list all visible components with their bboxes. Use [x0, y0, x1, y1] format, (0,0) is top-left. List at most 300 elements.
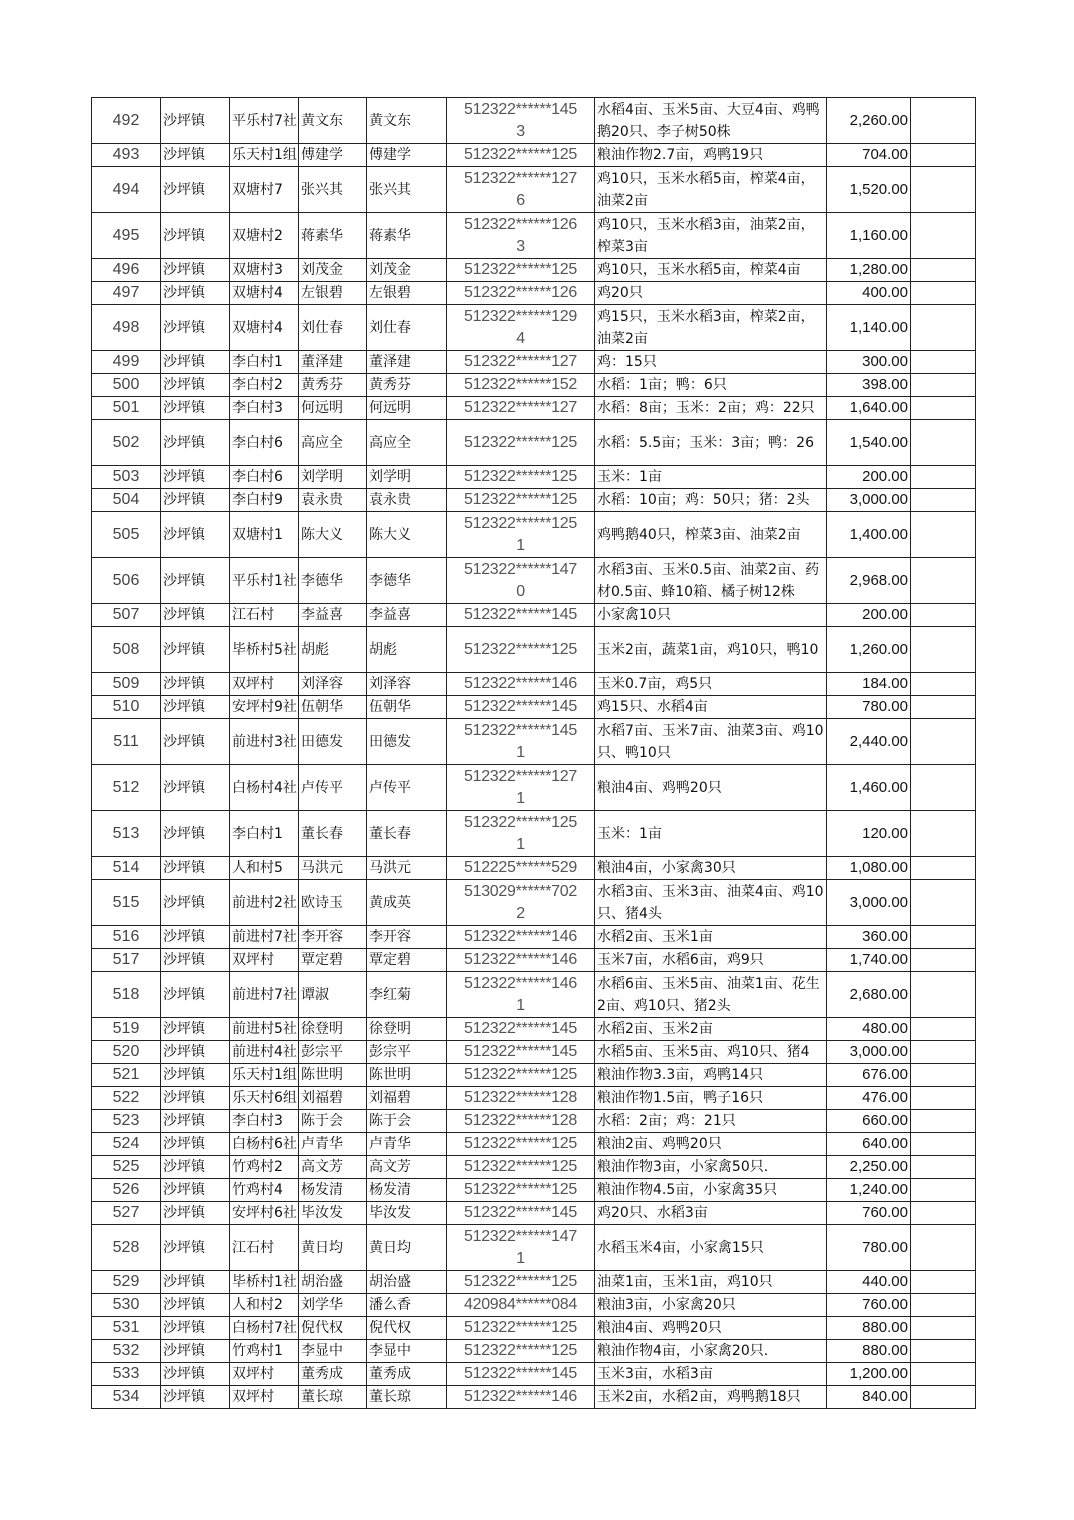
note-cell [911, 696, 976, 719]
payee-cell: 李显中 [367, 1340, 447, 1363]
table-row [92, 811, 976, 857]
description-cell: 粮油作物2.7亩，鸡鸭19只 [595, 144, 827, 167]
name-cell: 覃定碧 [299, 949, 367, 972]
amount-cell: 660.00 [827, 1110, 911, 1133]
description-cell: 鸡20只、水稻3亩 [595, 1202, 827, 1225]
row-number: 528 [92, 1225, 161, 1271]
town-cell: 沙坪镇 [161, 1363, 230, 1386]
payee-cell: 蒋素华 [367, 213, 447, 259]
name-cell: 傅建学 [299, 144, 367, 167]
name-cell: 董长春 [299, 811, 367, 857]
note-cell [911, 397, 976, 420]
town-cell: 沙坪镇 [161, 1133, 230, 1156]
payee-cell: 卢传平 [367, 765, 447, 811]
amount-cell: 1,140.00 [827, 305, 911, 351]
village-cell: 安坪村9社 [230, 696, 299, 719]
note-cell [911, 351, 976, 374]
row-number: 501 [92, 397, 161, 420]
table-row [92, 397, 976, 420]
description-cell: 玉米：1亩 [595, 811, 827, 857]
village-cell: 平乐村7社 [230, 98, 299, 144]
table-row [92, 282, 976, 305]
table-row [92, 1225, 976, 1271]
village-cell: 前进村3社 [230, 719, 299, 765]
row-number: 497 [92, 282, 161, 305]
table-row [92, 1317, 976, 1340]
amount-cell: 1,520.00 [827, 167, 911, 213]
payee-cell: 胡治盛 [367, 1271, 447, 1294]
note-cell [911, 1179, 976, 1202]
town-cell: 沙坪镇 [161, 1225, 230, 1271]
description-cell: 玉米7亩，水稻6亩，鸡9只 [595, 949, 827, 972]
payee-cell: 李开容 [367, 926, 447, 949]
name-cell: 彭宗平 [299, 1041, 367, 1064]
table-row [92, 949, 976, 972]
description-cell: 水稻：10亩；鸡：50只；猪：2头 [595, 489, 827, 512]
description-cell: 粮油3亩，小家禽20只 [595, 1294, 827, 1317]
id-number-cell: 512322******125 1 [447, 811, 595, 857]
payee-cell: 彭宗平 [367, 1041, 447, 1064]
payee-cell: 何远明 [367, 397, 447, 420]
row-number: 508 [92, 627, 161, 673]
note-cell [911, 1386, 976, 1409]
table-row [92, 1064, 976, 1087]
village-cell: 毕桥村5社 [230, 627, 299, 673]
town-cell: 沙坪镇 [161, 926, 230, 949]
name-cell: 胡彪 [299, 627, 367, 673]
name-cell: 董长琼 [299, 1386, 367, 1409]
table-row [92, 880, 976, 926]
village-cell: 双坪村 [230, 949, 299, 972]
table-row [92, 1340, 976, 1363]
id-number-cell: 512322******126 [447, 282, 595, 305]
table-row [92, 98, 976, 144]
payee-cell: 李益喜 [367, 604, 447, 627]
note-cell [911, 949, 976, 972]
note-cell [911, 972, 976, 1018]
table-row [92, 1087, 976, 1110]
village-cell: 李白村3 [230, 397, 299, 420]
payee-cell: 刘泽容 [367, 673, 447, 696]
table-body [92, 98, 976, 1409]
note-cell [911, 1202, 976, 1225]
description-cell: 鸡：15只 [595, 351, 827, 374]
amount-cell: 360.00 [827, 926, 911, 949]
row-number: 525 [92, 1156, 161, 1179]
description-cell: 玉米：1亩 [595, 466, 827, 489]
note-cell [911, 1294, 976, 1317]
id-number-cell: 512322******127 6 [447, 167, 595, 213]
row-number: 512 [92, 765, 161, 811]
amount-cell: 3,000.00 [827, 1041, 911, 1064]
name-cell: 董秀成 [299, 1363, 367, 1386]
id-number-cell: 512322******147 1 [447, 1225, 595, 1271]
table-row [92, 1133, 976, 1156]
row-number: 519 [92, 1018, 161, 1041]
table-row [92, 144, 976, 167]
description-cell: 水稻4亩、玉米5亩、大豆4亩、鸡鸭鹅20只、李子树50株 [595, 98, 827, 144]
village-cell: 江石村 [230, 604, 299, 627]
amount-cell: 2,968.00 [827, 558, 911, 604]
table-row [92, 1018, 976, 1041]
town-cell: 沙坪镇 [161, 558, 230, 604]
town-cell: 沙坪镇 [161, 1317, 230, 1340]
note-cell [911, 98, 976, 144]
description-cell: 水稻6亩、玉米5亩、油菜1亩、花生2亩、鸡10只、猪2头 [595, 972, 827, 1018]
row-number: 499 [92, 351, 161, 374]
amount-cell: 1,280.00 [827, 259, 911, 282]
table-row [92, 305, 976, 351]
row-number: 493 [92, 144, 161, 167]
town-cell: 沙坪镇 [161, 282, 230, 305]
note-cell [911, 420, 976, 466]
row-number: 526 [92, 1179, 161, 1202]
village-cell: 双塘村4 [230, 282, 299, 305]
amount-cell: 880.00 [827, 1317, 911, 1340]
village-cell: 前进村5社 [230, 1018, 299, 1041]
town-cell: 沙坪镇 [161, 1064, 230, 1087]
payee-cell: 董泽建 [367, 351, 447, 374]
description-cell: 鸡鸭鹅40只，榨菜3亩、油菜2亩 [595, 512, 827, 558]
name-cell: 黄秀芬 [299, 374, 367, 397]
payee-cell: 马洪元 [367, 857, 447, 880]
village-cell: 李白村1 [230, 351, 299, 374]
payee-cell: 胡彪 [367, 627, 447, 673]
id-number-cell: 512322******145 [447, 696, 595, 719]
note-cell [911, 1064, 976, 1087]
name-cell: 袁永贵 [299, 489, 367, 512]
description-cell: 水稻玉米4亩，小家禽15只 [595, 1225, 827, 1271]
village-cell: 双塘村1 [230, 512, 299, 558]
id-number-cell: 512322******145 1 [447, 719, 595, 765]
name-cell: 倪代权 [299, 1317, 367, 1340]
description-cell: 粮油2亩、鸡鸭20只 [595, 1133, 827, 1156]
row-number: 510 [92, 696, 161, 719]
town-cell: 沙坪镇 [161, 1386, 230, 1409]
amount-cell: 760.00 [827, 1294, 911, 1317]
town-cell: 沙坪镇 [161, 696, 230, 719]
name-cell: 左银碧 [299, 282, 367, 305]
id-number-cell: 513029******702 2 [447, 880, 595, 926]
id-number-cell: 512322******125 [447, 1271, 595, 1294]
village-cell: 乐天村6组 [230, 1087, 299, 1110]
id-number-cell: 512322******125 [447, 1064, 595, 1087]
id-number-cell: 512322******145 [447, 1018, 595, 1041]
table-row [92, 1041, 976, 1064]
description-cell: 水稻：1亩；鸭：6只 [595, 374, 827, 397]
row-number: 514 [92, 857, 161, 880]
village-cell: 双塘村3 [230, 259, 299, 282]
payee-cell: 傅建学 [367, 144, 447, 167]
id-number-cell: 512225******529 [447, 857, 595, 880]
town-cell: 沙坪镇 [161, 213, 230, 259]
town-cell: 沙坪镇 [161, 1110, 230, 1133]
note-cell [911, 167, 976, 213]
table-row [92, 1202, 976, 1225]
description-cell: 粮油作物4亩，小家禽20只. [595, 1340, 827, 1363]
village-cell: 毕桥村1社 [230, 1271, 299, 1294]
id-number-cell: 512322******125 [447, 1179, 595, 1202]
town-cell: 沙坪镇 [161, 1156, 230, 1179]
amount-cell: 676.00 [827, 1064, 911, 1087]
payee-cell: 陈世明 [367, 1064, 447, 1087]
id-number-cell: 512322******146 [447, 1386, 595, 1409]
name-cell: 刘泽容 [299, 673, 367, 696]
village-cell: 李白村6 [230, 420, 299, 466]
id-number-cell: 512322******145 [447, 604, 595, 627]
row-number: 509 [92, 673, 161, 696]
row-number: 517 [92, 949, 161, 972]
row-number: 495 [92, 213, 161, 259]
town-cell: 沙坪镇 [161, 1340, 230, 1363]
village-cell: 竹鸡村2 [230, 1156, 299, 1179]
village-cell: 人和村5 [230, 857, 299, 880]
table-row [92, 512, 976, 558]
payee-cell: 徐登明 [367, 1018, 447, 1041]
description-cell: 水稻3亩、玉米3亩、油菜4亩、鸡10只、猪4头 [595, 880, 827, 926]
row-number: 506 [92, 558, 161, 604]
note-cell [911, 259, 976, 282]
name-cell: 李益喜 [299, 604, 367, 627]
village-cell: 双坪村 [230, 1363, 299, 1386]
payee-cell: 陈大义 [367, 512, 447, 558]
id-number-cell: 512322******125 [447, 144, 595, 167]
id-number-cell: 512322******127 1 [447, 765, 595, 811]
table-row [92, 167, 976, 213]
note-cell [911, 1110, 976, 1133]
village-cell: 双塘村2 [230, 213, 299, 259]
payee-cell: 左银碧 [367, 282, 447, 305]
amount-cell: 480.00 [827, 1018, 911, 1041]
row-number: 505 [92, 512, 161, 558]
id-number-cell: 512322******125 [447, 627, 595, 673]
town-cell: 沙坪镇 [161, 1041, 230, 1064]
row-number: 533 [92, 1363, 161, 1386]
payee-cell: 董长春 [367, 811, 447, 857]
town-cell: 沙坪镇 [161, 880, 230, 926]
village-cell: 前进村7社 [230, 972, 299, 1018]
table-row [92, 765, 976, 811]
name-cell: 高应全 [299, 420, 367, 466]
name-cell: 伍朝华 [299, 696, 367, 719]
amount-cell: 200.00 [827, 604, 911, 627]
village-cell: 白杨村6社 [230, 1133, 299, 1156]
id-number-cell: 512322******125 [447, 420, 595, 466]
table-row [92, 351, 976, 374]
payee-cell: 杨发清 [367, 1179, 447, 1202]
village-cell: 李白村1 [230, 811, 299, 857]
village-cell: 李白村3 [230, 1110, 299, 1133]
description-cell: 玉米2亩，水稻2亩，鸡鸭鹅18只 [595, 1386, 827, 1409]
table-row [92, 696, 976, 719]
village-cell: 安坪村6社 [230, 1202, 299, 1225]
name-cell: 何远明 [299, 397, 367, 420]
name-cell: 胡治盛 [299, 1271, 367, 1294]
id-number-cell: 512322******146 [447, 949, 595, 972]
row-number: 502 [92, 420, 161, 466]
amount-cell: 2,680.00 [827, 972, 911, 1018]
row-number: 518 [92, 972, 161, 1018]
name-cell: 陈世明 [299, 1064, 367, 1087]
payee-cell: 李德华 [367, 558, 447, 604]
note-cell [911, 673, 976, 696]
village-cell: 竹鸡村1 [230, 1340, 299, 1363]
note-cell [911, 1317, 976, 1340]
row-number: 522 [92, 1087, 161, 1110]
name-cell: 刘学华 [299, 1294, 367, 1317]
id-number-cell: 512322******146 1 [447, 972, 595, 1018]
amount-cell: 184.00 [827, 673, 911, 696]
description-cell: 鸡10只，玉米水稻5亩，榨菜4亩，油菜2亩 [595, 167, 827, 213]
amount-cell: 880.00 [827, 1340, 911, 1363]
town-cell: 沙坪镇 [161, 604, 230, 627]
id-number-cell: 512322******127 [447, 351, 595, 374]
table-row [92, 972, 976, 1018]
id-number-cell: 512322******125 1 [447, 512, 595, 558]
amount-cell: 780.00 [827, 1225, 911, 1271]
row-number: 498 [92, 305, 161, 351]
id-number-cell: 512322******125 [447, 1156, 595, 1179]
amount-cell: 1,400.00 [827, 512, 911, 558]
payee-cell: 董秀成 [367, 1363, 447, 1386]
village-cell: 人和村2 [230, 1294, 299, 1317]
note-cell [911, 1041, 976, 1064]
town-cell: 沙坪镇 [161, 811, 230, 857]
id-number-cell: 512322******146 [447, 673, 595, 696]
village-cell: 双塘村7 [230, 167, 299, 213]
row-number: 503 [92, 466, 161, 489]
name-cell: 张兴其 [299, 167, 367, 213]
table-row [92, 466, 976, 489]
table-row [92, 1363, 976, 1386]
amount-cell: 300.00 [827, 351, 911, 374]
name-cell: 黄日均 [299, 1225, 367, 1271]
village-cell: 竹鸡村4 [230, 1179, 299, 1202]
name-cell: 谭淑 [299, 972, 367, 1018]
description-cell: 鸡10只，玉米水稻5亩，榨菜4亩 [595, 259, 827, 282]
amount-cell: 3,000.00 [827, 489, 911, 512]
amount-cell: 640.00 [827, 1133, 911, 1156]
table-row [92, 1386, 976, 1409]
description-cell: 鸡15只，玉米水稻3亩，榨菜2亩，油菜2亩 [595, 305, 827, 351]
id-number-cell: 512322******146 [447, 926, 595, 949]
town-cell: 沙坪镇 [161, 949, 230, 972]
description-cell: 水稻2亩、玉米1亩 [595, 926, 827, 949]
name-cell: 李显中 [299, 1340, 367, 1363]
amount-cell: 1,460.00 [827, 765, 911, 811]
village-cell: 李白村2 [230, 374, 299, 397]
amount-cell: 704.00 [827, 144, 911, 167]
village-cell: 前进村4社 [230, 1041, 299, 1064]
row-number: 513 [92, 811, 161, 857]
name-cell: 刘茂金 [299, 259, 367, 282]
id-number-cell: 512322******125 [447, 489, 595, 512]
description-cell: 油菜1亩，玉米1亩，鸡10只 [595, 1271, 827, 1294]
amount-cell: 2,250.00 [827, 1156, 911, 1179]
note-cell [911, 466, 976, 489]
subsidy-table [91, 97, 976, 1409]
name-cell: 田德发 [299, 719, 367, 765]
row-number: 500 [92, 374, 161, 397]
row-number: 523 [92, 1110, 161, 1133]
table-row [92, 420, 976, 466]
table-row [92, 604, 976, 627]
amount-cell: 440.00 [827, 1271, 911, 1294]
town-cell: 沙坪镇 [161, 765, 230, 811]
note-cell [911, 374, 976, 397]
id-number-cell: 512322******145 [447, 1363, 595, 1386]
name-cell: 黄文东 [299, 98, 367, 144]
amount-cell: 120.00 [827, 811, 911, 857]
note-cell [911, 1340, 976, 1363]
village-cell: 江石村 [230, 1225, 299, 1271]
description-cell: 粮油作物3.3亩，鸡鸭14只 [595, 1064, 827, 1087]
description-cell: 粮油作物4.5亩，小家禽35只 [595, 1179, 827, 1202]
payee-cell: 卢青华 [367, 1133, 447, 1156]
note-cell [911, 857, 976, 880]
table-row [92, 1156, 976, 1179]
table-row [92, 719, 976, 765]
note-cell [911, 1271, 976, 1294]
town-cell: 沙坪镇 [161, 351, 230, 374]
town-cell: 沙坪镇 [161, 259, 230, 282]
description-cell: 水稻2亩、玉米2亩 [595, 1018, 827, 1041]
name-cell: 欧诗玉 [299, 880, 367, 926]
town-cell: 沙坪镇 [161, 1087, 230, 1110]
row-number: 494 [92, 167, 161, 213]
id-number-cell: 512322******125 [447, 1133, 595, 1156]
village-cell: 乐天村1组 [230, 144, 299, 167]
payee-cell: 潘么香 [367, 1294, 447, 1317]
id-number-cell: 512322******147 0 [447, 558, 595, 604]
note-cell [911, 1018, 976, 1041]
town-cell: 沙坪镇 [161, 420, 230, 466]
id-number-cell: 512322******145 [447, 1041, 595, 1064]
payee-cell: 黄日均 [367, 1225, 447, 1271]
note-cell [911, 558, 976, 604]
town-cell: 沙坪镇 [161, 972, 230, 1018]
payee-cell: 黄成英 [367, 880, 447, 926]
name-cell: 李德华 [299, 558, 367, 604]
amount-cell: 1,260.00 [827, 627, 911, 673]
town-cell: 沙坪镇 [161, 627, 230, 673]
description-cell: 水稻3亩、玉米0.5亩、油菜2亩、药材0.5亩、蜂10箱、橘子树12株 [595, 558, 827, 604]
payee-cell: 田德发 [367, 719, 447, 765]
name-cell: 李开容 [299, 926, 367, 949]
description-cell: 粮油4亩、鸡鸭20只 [595, 765, 827, 811]
village-cell: 白杨村7社 [230, 1317, 299, 1340]
table-row [92, 857, 976, 880]
amount-cell: 780.00 [827, 696, 911, 719]
id-number-cell: 512322******129 4 [447, 305, 595, 351]
row-number: 524 [92, 1133, 161, 1156]
amount-cell: 760.00 [827, 1202, 911, 1225]
town-cell: 沙坪镇 [161, 1018, 230, 1041]
payee-cell: 刘茂金 [367, 259, 447, 282]
row-number: 504 [92, 489, 161, 512]
id-number-cell: 512322******128 [447, 1110, 595, 1133]
table-row [92, 673, 976, 696]
note-cell [911, 1363, 976, 1386]
name-cell: 刘福碧 [299, 1087, 367, 1110]
name-cell: 刘仕春 [299, 305, 367, 351]
village-cell: 乐天村1组 [230, 1064, 299, 1087]
id-number-cell: 512322******126 3 [447, 213, 595, 259]
note-cell [911, 811, 976, 857]
id-number-cell: 512322******125 [447, 466, 595, 489]
payee-cell: 高应全 [367, 420, 447, 466]
note-cell [911, 144, 976, 167]
